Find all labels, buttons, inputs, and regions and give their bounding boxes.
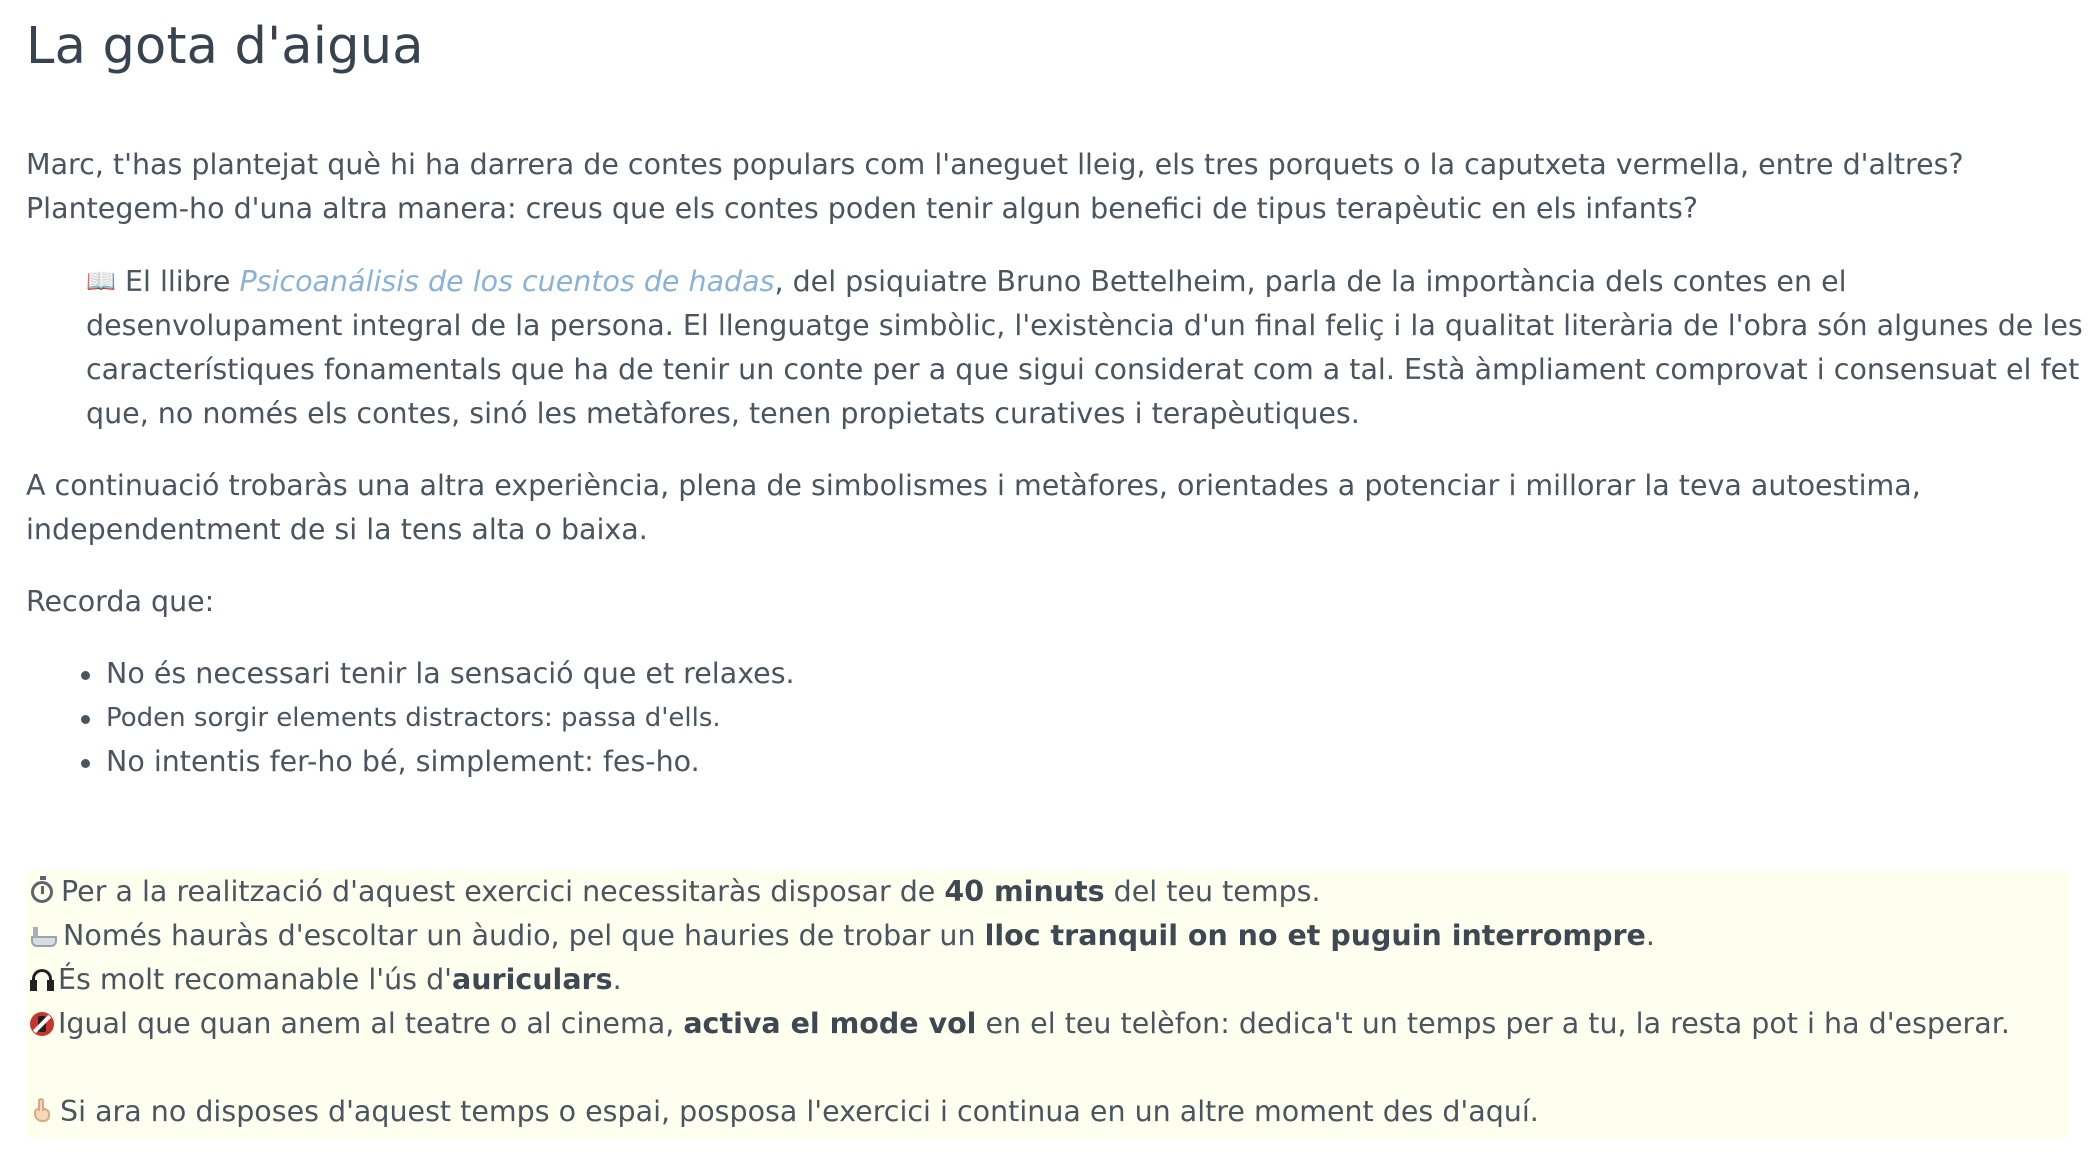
note-text: Només hauràs d'escoltar un àudio, pel que hauries de trobar un bbox=[63, 919, 985, 952]
requirements-note bbox=[26, 870, 2070, 1138]
bullet-icon bbox=[81, 759, 90, 768]
tip-text: Poden sorgir elements distractors: passa d'ells. bbox=[106, 703, 721, 733]
list-item bbox=[106, 652, 2062, 696]
note-emphasis: 40 minuts bbox=[944, 875, 1105, 908]
bullet-icon bbox=[81, 671, 90, 680]
note-emphasis: activa el mode vol bbox=[683, 1007, 977, 1040]
intro-paragraph: Marc, t'has plantejat què hi ha darrera de contes populars com l'aneguet lleig, els tres porquets o la caputxeta vermella, entre d'altres? Plantegem-ho d'una altra manera: creus que els contes poden tenir algun benefici de tipus terapèutic en els infants? bbox=[26, 148, 1964, 225]
headphones-icon bbox=[30, 968, 54, 992]
book-icon: 📖 bbox=[86, 267, 116, 295]
experience-paragraph: A continuació trobaràs una altra experiència, plena de simbolismes i metàfores, orientades a potenciar i millorar la teva autoestima, independentment de si la tens alta o baixa. bbox=[26, 469, 1921, 546]
note-text: . bbox=[1645, 919, 1655, 952]
note-emphasis: lloc tranquil on no et puguin interrompre bbox=[984, 919, 1646, 952]
quote-text-after: , del psiquiatre Bruno Bettelheim, parla de la importància dels contes en el desenvolupament integral de la persona. El llenguatge simbòlic, l'existència d'un final feliç i la qualitat literària de l'obra són algunes de les característiques fonamentals que ha de tenir un conte per a que sigui considerat com a tal. Està àmpliament comprovat i consensuat el fet que, no només els contes, sinó les metàfores, tenen propietats curatives i terapèutiques. bbox=[86, 265, 2083, 430]
note-headphones bbox=[28, 958, 2070, 1002]
tip-text: No és necessari tenir la sensació que et relaxes. bbox=[106, 657, 795, 690]
note-spacer bbox=[28, 1046, 2070, 1090]
note-text: És molt recomanable l'ús d' bbox=[58, 963, 453, 996]
no-mobile-phones-icon bbox=[30, 1012, 54, 1036]
note-phone bbox=[28, 1002, 2070, 1046]
note-later bbox=[28, 1090, 2070, 1134]
note-place bbox=[28, 914, 2070, 958]
book-title-link[interactable]: Psicoanálisis de los cuentos de hadas bbox=[239, 265, 775, 298]
note-text: del teu temps. bbox=[1104, 875, 1321, 908]
note-text: Per a la realització d'aquest exercici necessitaràs disposar de bbox=[61, 875, 945, 908]
list-item bbox=[106, 740, 2062, 784]
stopwatch-icon bbox=[31, 881, 53, 903]
page-title: La gota d'aigua bbox=[26, 17, 424, 76]
note-text: Si ara no disposes d'aquest temps o espai, posposa l'exercici i continua en un altre moment des d'aquí. bbox=[60, 1095, 1539, 1128]
tip-text: No intentis fer-ho bé, simplement: fes-ho. bbox=[106, 745, 700, 778]
note-text: Igual que quan anem al teatre o al cinema, bbox=[58, 1007, 684, 1040]
bathtub-icon bbox=[31, 927, 57, 947]
note-text: . bbox=[612, 963, 622, 996]
index-pointing-up-icon bbox=[30, 1098, 54, 1124]
tips-list bbox=[26, 652, 2062, 784]
bullet-icon bbox=[81, 715, 90, 724]
remember-label: Recorda que: bbox=[26, 585, 215, 618]
list-item bbox=[106, 696, 2062, 740]
note-emphasis: auriculars bbox=[452, 963, 613, 996]
quote-text-before: El llibre bbox=[124, 265, 240, 298]
book-quote bbox=[86, 259, 2086, 436]
note-time bbox=[28, 870, 2070, 914]
note-text: en el teu telèfon: dedica't un temps per a tu, la resta pot i ha d'esperar. bbox=[976, 1007, 2010, 1040]
quote-paragraph bbox=[86, 259, 2086, 436]
